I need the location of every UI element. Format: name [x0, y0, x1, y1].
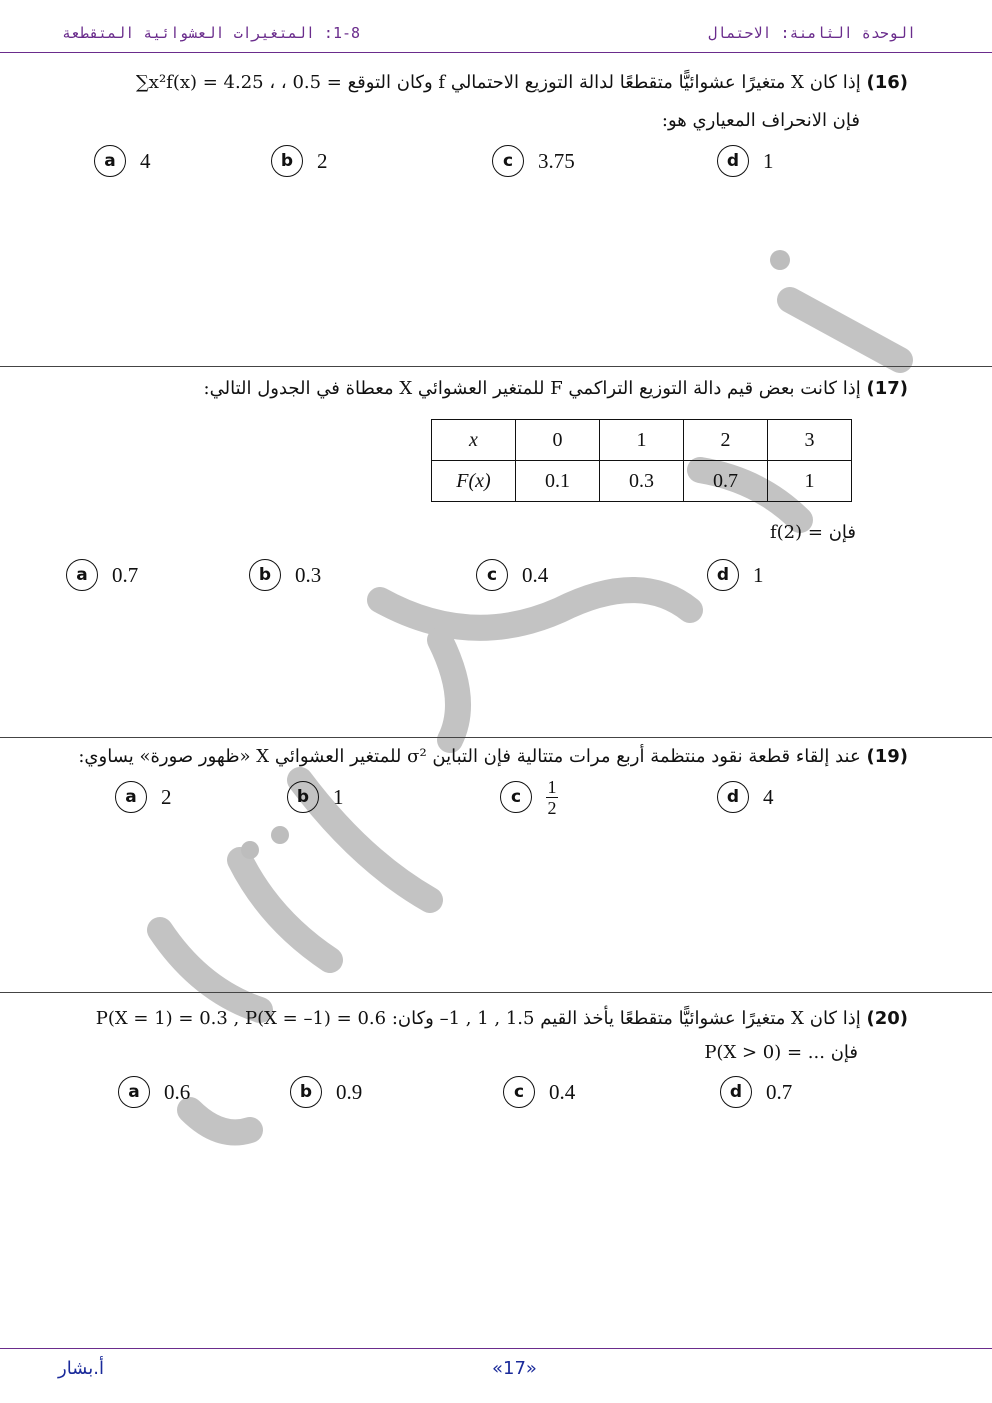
table-cell: 0.3 [600, 461, 684, 502]
option-letter: b [271, 145, 303, 177]
option-letter: b [287, 781, 319, 813]
option-value: 0.7 [766, 1079, 793, 1104]
option-value: 1 [333, 784, 344, 809]
option-value: 0.9 [336, 1079, 363, 1104]
question-20-prompt [704, 1042, 858, 1063]
option-letter: d [717, 781, 749, 813]
table-cell: 2 [684, 420, 768, 461]
option-a[interactable] [115, 780, 172, 814]
question-16-line1 [136, 72, 908, 93]
option-d[interactable] [717, 780, 774, 814]
option-b[interactable] [271, 144, 328, 178]
option-d[interactable] [707, 558, 764, 592]
unit-title: الوحدة الثامنة: الاحتمال [708, 24, 916, 42]
option-letter: a [66, 559, 98, 591]
table-cell: 0.7 [684, 461, 768, 502]
section-divider [0, 992, 992, 993]
page-number: «17» [492, 1358, 537, 1379]
question-formula: P(X = 1) = 0.3 , P(X = –1) = 0.6 [95, 1008, 387, 1029]
option-letter: b [290, 1076, 322, 1108]
fraction-numerator: 1 [547, 776, 557, 797]
table-cell: 1 [600, 420, 684, 461]
question-number: (17) [866, 378, 908, 399]
question-20-line1 [96, 1008, 908, 1029]
fraction-denominator: 2 [547, 797, 557, 818]
option-letter: d [717, 145, 749, 177]
question-expr: P(X > 0) = ... [704, 1042, 825, 1063]
question-text: إذا كان X متغيرًا عشوائيًّا متقطعًا لدالة التوزيع الاحتمالي f وكان التوقع = 0.5 ، [280, 72, 861, 93]
option-letter: b [249, 559, 281, 591]
table-row [432, 461, 852, 502]
option-value: 1 [753, 562, 764, 587]
table-cell: 0 [516, 420, 600, 461]
option-fraction [546, 778, 558, 817]
option-a[interactable] [66, 558, 138, 592]
question-text: إذا كانت بعض قيم دالة التوزيع التراكمي F للمتغير العشوائي X معطاة في الجدول التالي: [203, 378, 861, 399]
question-text: إذا كان X متغيرًا عشوائيًّا متقطعًا يأخذ القيم 1.5 , 1 , 1– وكان: [391, 1008, 861, 1029]
option-value: 0.6 [164, 1079, 191, 1104]
section-title: 1-8: المتغيرات العشوائية المتقطعة [62, 24, 361, 42]
option-value: 0.4 [549, 1079, 576, 1104]
header-divider [0, 52, 992, 53]
section-divider [0, 366, 992, 367]
question-16-line2: فإن الانحراف المعياري هو: [661, 110, 860, 131]
option-b[interactable] [290, 1075, 362, 1109]
option-letter: a [118, 1076, 150, 1108]
question-17-line1 [204, 378, 908, 399]
author-name: أ.بشار [58, 1358, 104, 1379]
question-19-line1 [78, 746, 908, 767]
section-divider [0, 737, 992, 738]
option-letter: a [94, 145, 126, 177]
option-value: 0.4 [522, 562, 549, 587]
question-number: (19) [866, 746, 908, 767]
option-value: 2 [161, 784, 172, 809]
option-a[interactable] [118, 1075, 190, 1109]
table-cell: 3 [768, 420, 852, 461]
option-d[interactable] [717, 144, 774, 178]
question-number: (16) [866, 72, 908, 93]
option-b[interactable] [249, 558, 321, 592]
option-c[interactable] [503, 1075, 575, 1109]
option-c[interactable] [492, 144, 575, 178]
cdf-table [431, 419, 852, 502]
option-letter: c [476, 559, 508, 591]
option-c[interactable] [476, 558, 548, 592]
option-letter: c [492, 145, 524, 177]
option-letter: c [500, 781, 532, 813]
option-value: 4 [763, 784, 774, 809]
option-value: 2 [317, 148, 328, 173]
option-d[interactable] [720, 1075, 792, 1109]
option-letter: d [707, 559, 739, 591]
question-label: فإن [828, 522, 856, 543]
question-17-prompt [770, 522, 856, 543]
option-a[interactable] [94, 144, 151, 178]
option-b[interactable] [287, 780, 344, 814]
question-number: (20) [866, 1008, 908, 1029]
option-value: 0.3 [295, 562, 322, 587]
option-value: 0.7 [112, 562, 139, 587]
table-cell: 0.1 [516, 461, 600, 502]
question-formula: ∑x²f(x) = 4.25 ، [135, 72, 276, 93]
option-value: 3.75 [538, 148, 575, 173]
option-letter: c [503, 1076, 535, 1108]
footer-divider [0, 1348, 992, 1349]
option-value: 4 [140, 148, 151, 173]
option-letter: a [115, 781, 147, 813]
table-row [432, 420, 852, 461]
option-letter: d [720, 1076, 752, 1108]
table-cell: 1 [768, 461, 852, 502]
question-expr: f(2) = [769, 522, 823, 543]
table-cell: x [432, 420, 516, 461]
option-value: 1 [763, 148, 774, 173]
option-c[interactable] [500, 776, 558, 818]
table-cell: F(x) [432, 461, 516, 502]
question-label: فإن [830, 1042, 858, 1063]
question-text: عند إلقاء قطعة نقود منتظمة أربع مرات متتالية فإن التباين σ² للمتغير العشوائي X «ظهور صورة» يساوي: [78, 746, 861, 767]
